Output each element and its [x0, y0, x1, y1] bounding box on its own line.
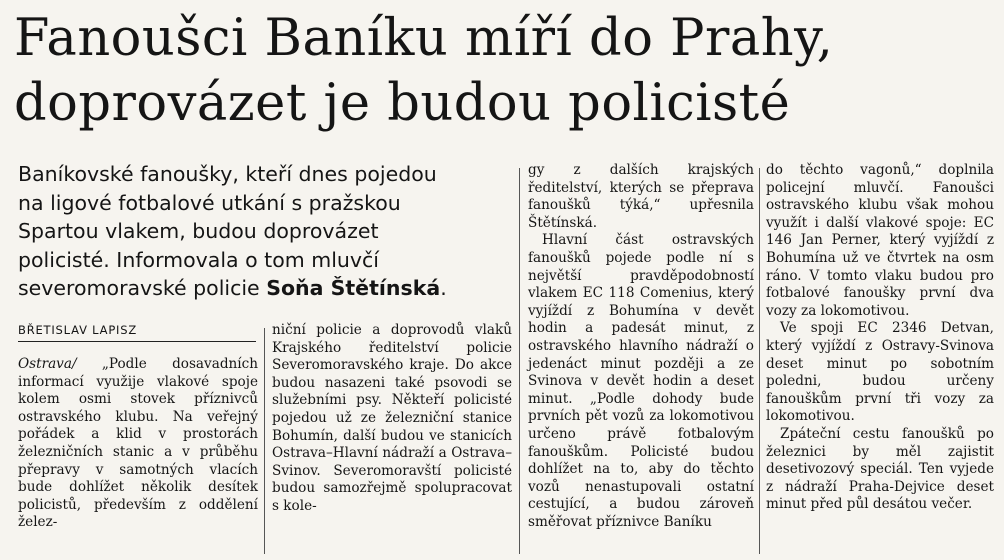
dateline-place: Ostrava/: [18, 356, 77, 372]
column-3-paragraph-1: gy z dalších krajských ředitelství, kterých se přeprava fanoušků týká,“ upřesnila Štětínská.: [528, 162, 754, 231]
column-3-paragraph-2: Hlavní část ostravských fanoušků pojede podle ní s největší pravděpodobností vlakem EC 118 Comenius, který vyjíždí z Bohumína v devět hodin a padesát minut, z ostravského hlavního nádraží o jedenáct minut později a ze Svinova v devět hodin a deset minut. „Podle dohody bude prvních pět vozů za lokomotivou určeno právě fotbalovým fanouškům. Policisté budou dohlížet na to, aby do těchto vozů nenastupovali ostatní cestující, a budou zároveň směřovat příznivce Baníku: [528, 232, 754, 530]
column-divider: [519, 168, 520, 554]
column-divider: [264, 328, 265, 554]
column-4-paragraph-2: Ve spoji EC 2346 Detvan, který vyjíždí z Ostravy-Svinova deset minut po sobotním poledni, budou určeny fanouškům první tři vozy za lokomotivou.: [766, 320, 994, 425]
article-column-3: [528, 162, 754, 531]
lead-text: Baníkovské fanoušky, kteří dnes pojedou na ligové fotbalové utkání s pražskou Spartou vlakem, budou doprovázet policisté. Informovala o tom mluvčí severomoravské policie: [18, 162, 437, 300]
column-4-paragraph-1: do těchto vagonů,“ doplnila policejní mluvčí. Fanoušci ostravského klubu však mohou využít i další vlakové spoje: EC 146 Jan Perner, který vyjíždí z Bohumína už ve čtvrtek na osm ráno. V tomto vlaku budou pro fotbalové fanoušky první dva vozy za lokomotivou.: [766, 162, 994, 319]
lead-paragraph: [18, 160, 466, 303]
article-column-4: [766, 162, 994, 514]
column-4-paragraph-3: Zpáteční cestu fanoušků po železnici by měl zajistit desetivozový speciál. Ten vyjede z nádraží Praha-Dejvice deset minut před půl desátou večer.: [766, 425, 994, 513]
headline-line-1: Fanoušci Baníku míří do Prahy,: [14, 9, 834, 68]
article-column-1: [18, 356, 258, 532]
column-1-text: „Podle dosavadních informací využije vlakové spoje kolem osmi stovek příznivců ostravského klubu. Na veřejný pořádek a klid v prostorách železničních stanic a v průběhu přepravy v samotných vlacích bude dohlížet několik desítek policistů, především z oddělení želez-: [18, 356, 258, 531]
lead-end: .: [440, 276, 447, 300]
article-column-2: [272, 322, 512, 516]
column-divider: [759, 168, 760, 554]
column-2-paragraph: niční policie a doprovodů vlaků Krajského ředitelství policie Severomoravského kraje. Do akce budou nasazeni také psovodi se služebními psy. Někteří policisté pojedou už ze železniční stanice Bohumín, další budou ve stanicích Ostrava–Hlavní nádraží a Ostrava–Svinov. Severomoravští policisté budou samozřejmě spolupracovat s kole-: [272, 322, 512, 514]
headline-line-2: doprovázet je budou policisté: [14, 74, 791, 133]
headline: [14, 6, 999, 136]
column-1-paragraph: [18, 356, 258, 532]
byline: BŘETISLAV LAPISZ: [18, 323, 256, 342]
spokesperson-name: Soňa Štětínská: [266, 276, 441, 300]
